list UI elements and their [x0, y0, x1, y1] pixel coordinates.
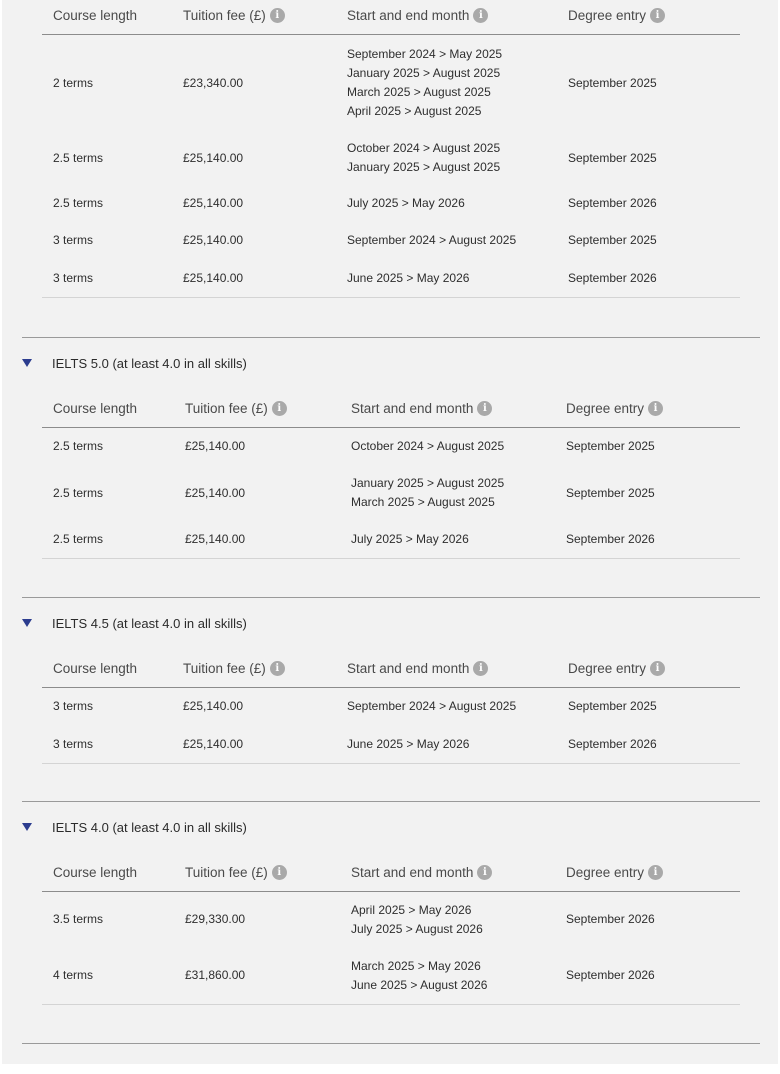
section-title: IELTS 4.0 (at least 4.0 in all skills): [52, 819, 247, 835]
cell-entry: [566, 947, 655, 1004]
caret-down-icon: [22, 823, 32, 831]
date-range: March 2025 > May 2026: [351, 958, 481, 973]
column-header-label: Start and end month: [351, 400, 474, 416]
cell-dates: [351, 521, 469, 558]
cell-dates: [347, 185, 465, 222]
date-range: March 2025 > August 2025: [347, 85, 491, 99]
cell-length: [53, 688, 93, 725]
cell-fee: [183, 259, 243, 297]
cell-fee: [185, 465, 245, 521]
cell-value: 3 terms: [53, 736, 94, 751]
cell-fee: [185, 947, 245, 1004]
column-header-fee: [183, 651, 285, 685]
table-row: [42, 892, 740, 947]
cell-length: [53, 521, 103, 558]
cell-value: £23,340.00: [183, 75, 244, 90]
info-icon[interactable]: i: [270, 661, 285, 676]
column-header-length: [53, 0, 137, 32]
fees-table: [42, 0, 740, 298]
cell-value: 2.5 terms: [53, 150, 104, 165]
cell-value: 2.5 terms: [53, 196, 104, 210]
fees-table: [42, 855, 740, 1005]
column-header-label: Tuition fee (£): [185, 400, 268, 416]
cell-dates: [351, 465, 504, 521]
cell-dates: [347, 259, 469, 297]
column-header-dates: [351, 391, 492, 425]
cell-value: September 2025: [568, 150, 657, 165]
table-body: [42, 892, 740, 1005]
section-title: IELTS 5.0 (at least 4.0 in all skills): [52, 355, 247, 371]
column-header-entry: [568, 651, 665, 685]
column-header-entry: [566, 855, 663, 889]
cell-value: September 2026: [566, 532, 655, 546]
cell-value: September 2026: [568, 196, 657, 210]
section-toggle[interactable]: [22, 353, 247, 373]
cell-fee: [185, 892, 245, 947]
info-icon[interactable]: i: [648, 865, 663, 880]
table-header: [42, 391, 740, 428]
info-icon[interactable]: i: [473, 661, 488, 676]
cell-value: 3 terms: [53, 270, 94, 285]
table-row: [42, 131, 740, 185]
date-range: September 2024 > May 2025: [347, 47, 503, 61]
table-row: [42, 725, 740, 763]
date-range: July 2025 > August 2026: [351, 921, 483, 936]
cell-value: £25,140.00: [185, 439, 246, 453]
cell-value: £25,140.00: [183, 699, 244, 713]
date-range: October 2024 > August 2025: [347, 141, 501, 155]
cell-fee: [183, 725, 243, 763]
fees-table: [42, 651, 740, 764]
section-toggle[interactable]: [22, 817, 247, 837]
date-range: June 2025 > May 2026: [347, 270, 470, 285]
info-icon[interactable]: i: [477, 865, 492, 880]
column-header-entry: [566, 391, 663, 425]
cell-value: September 2026: [566, 912, 655, 926]
table-row: [42, 35, 740, 131]
info-icon[interactable]: i: [272, 401, 287, 416]
caret-down-icon: [22, 359, 32, 367]
cell-entry: [566, 428, 655, 465]
cell-value: 4 terms: [53, 968, 94, 982]
fees-table: [42, 391, 740, 559]
column-header-label: Course length: [53, 864, 138, 880]
cell-dates: [347, 35, 502, 131]
cell-entry: [568, 131, 657, 185]
cell-entry: [566, 892, 655, 947]
info-icon[interactable]: i: [270, 8, 285, 23]
cell-value: 2.5 terms: [53, 439, 104, 453]
section-toggle[interactable]: [22, 613, 247, 633]
cell-value: £25,140.00: [183, 150, 244, 165]
cell-length: [53, 428, 103, 465]
column-header-label: Start and end month: [347, 660, 470, 676]
date-range: June 2025 > August 2026: [351, 977, 488, 992]
date-range: March 2025 > August 2025: [351, 495, 495, 509]
cell-entry: [568, 185, 657, 222]
table-body: [42, 35, 740, 298]
date-range: January 2025 > August 2025: [351, 476, 505, 490]
column-header-label: Start and end month: [351, 864, 474, 880]
column-header-length: [53, 855, 137, 889]
section-title: IELTS 4.5 (at least 4.0 in all skills): [52, 615, 247, 631]
cell-value: September 2026: [568, 736, 657, 751]
column-header-fee: [185, 391, 287, 425]
table-row: [42, 688, 740, 725]
date-range: April 2025 > May 2026: [351, 902, 472, 917]
cell-value: £25,140.00: [183, 270, 244, 285]
caret-down-icon: [22, 619, 32, 627]
column-header-label: Tuition fee (£): [183, 7, 266, 23]
cell-value: 3 terms: [53, 233, 94, 247]
cell-length: [53, 35, 93, 131]
section-divider: [22, 597, 760, 598]
cell-fee: [185, 521, 245, 558]
info-icon[interactable]: i: [650, 8, 665, 23]
cell-dates: [347, 725, 469, 763]
info-icon[interactable]: i: [648, 401, 663, 416]
cell-entry: [568, 222, 657, 259]
column-header-label: Course length: [53, 660, 138, 676]
column-header-fee: [185, 855, 287, 889]
column-header-dates: [347, 651, 488, 685]
cell-dates: [347, 131, 500, 185]
cell-value: £31,860.00: [185, 968, 246, 982]
table-row: [42, 947, 740, 1004]
cell-value: September 2026: [568, 270, 657, 285]
cell-entry: [568, 725, 657, 763]
column-header-length: [53, 651, 137, 685]
cell-length: [53, 892, 103, 947]
info-icon[interactable]: i: [473, 8, 488, 23]
cell-entry: [568, 35, 657, 131]
column-header-length: [53, 391, 137, 425]
cell-value: 2.5 terms: [53, 532, 104, 546]
section-divider: [22, 801, 760, 802]
info-icon[interactable]: i: [650, 661, 665, 676]
cell-value: September 2025: [566, 485, 655, 500]
cell-value: £25,140.00: [185, 485, 246, 500]
cell-length: [53, 725, 93, 763]
info-icon[interactable]: i: [272, 865, 287, 880]
cell-dates: [351, 892, 483, 947]
info-icon[interactable]: i: [477, 401, 492, 416]
date-range: June 2025 > May 2026: [347, 736, 470, 751]
table-body: [42, 688, 740, 764]
cell-fee: [183, 131, 243, 185]
column-header-label: Degree entry: [566, 400, 645, 416]
column-header-label: Degree entry: [568, 7, 647, 23]
cell-value: 2 terms: [53, 75, 94, 90]
cell-length: [53, 185, 103, 222]
column-header-label: Start and end month: [347, 7, 470, 23]
cell-fee: [183, 222, 243, 259]
date-range: January 2025 > August 2025: [347, 160, 501, 174]
cell-fee: [183, 35, 243, 131]
cell-value: September 2025: [568, 699, 657, 713]
table-row: [42, 521, 740, 558]
section-divider: [22, 1043, 760, 1044]
column-header-dates: [347, 0, 488, 32]
table-header: [42, 0, 740, 35]
table-row: [42, 185, 740, 222]
table-body: [42, 428, 740, 559]
cell-value: September 2026: [566, 968, 655, 982]
column-header-label: Degree entry: [568, 660, 647, 676]
table-row: [42, 259, 740, 297]
date-range: July 2025 > May 2026: [351, 532, 469, 546]
column-header-label: Tuition fee (£): [183, 660, 266, 676]
cell-value: £25,140.00: [185, 532, 246, 546]
date-range: July 2025 > May 2026: [347, 196, 465, 210]
cell-value: £29,330.00: [185, 912, 246, 926]
cell-dates: [351, 947, 487, 1004]
date-range: October 2024 > August 2025: [351, 439, 505, 453]
cell-value: 3.5 terms: [53, 912, 104, 926]
cell-value: 3 terms: [53, 699, 94, 713]
column-header-fee: [183, 0, 285, 32]
cell-length: [53, 465, 103, 521]
cell-entry: [566, 521, 655, 558]
cell-value: September 2025: [568, 75, 657, 90]
table-row: [42, 222, 740, 259]
cell-fee: [183, 185, 243, 222]
date-range: April 2025 > August 2025: [347, 104, 482, 118]
table-row: [42, 465, 740, 521]
column-header-label: Degree entry: [566, 864, 645, 880]
cell-value: £25,140.00: [183, 736, 244, 751]
column-header-entry: [568, 0, 665, 32]
date-range: September 2024 > August 2025: [347, 699, 517, 713]
cell-dates: [347, 222, 516, 259]
cell-value: 2.5 terms: [53, 485, 104, 500]
cell-entry: [568, 688, 657, 725]
date-range: September 2024 > August 2025: [347, 233, 517, 247]
cell-length: [53, 131, 103, 185]
cell-fee: [185, 428, 245, 465]
cell-length: [53, 222, 93, 259]
cell-dates: [347, 688, 516, 725]
cell-value: September 2025: [568, 233, 657, 247]
cell-entry: [566, 465, 655, 521]
table-header: [42, 855, 740, 892]
cell-entry: [568, 259, 657, 297]
cell-dates: [351, 428, 504, 465]
cell-length: [53, 259, 93, 297]
cell-value: £25,140.00: [183, 233, 244, 247]
column-header-label: Tuition fee (£): [185, 864, 268, 880]
column-header-label: Course length: [53, 7, 138, 23]
cell-value: £25,140.00: [183, 196, 244, 210]
section-divider: [22, 337, 760, 338]
date-range: January 2025 > August 2025: [347, 66, 501, 80]
cell-value: September 2025: [566, 439, 655, 453]
column-header-dates: [351, 855, 492, 889]
table-row: [42, 428, 740, 465]
cell-fee: [183, 688, 243, 725]
table-header: [42, 651, 740, 688]
cell-length: [53, 947, 93, 1004]
column-header-label: Course length: [53, 400, 138, 416]
